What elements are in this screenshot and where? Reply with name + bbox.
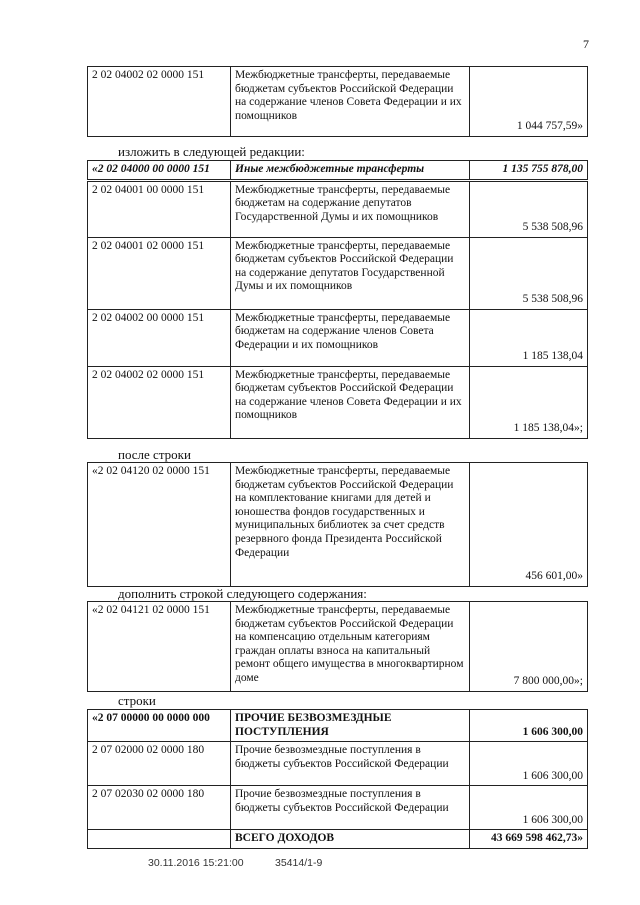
table-row: [88, 67, 588, 137]
table-row: [88, 463, 588, 587]
instruction-text: дополнить строкой следующего содержания:: [118, 586, 367, 601]
amount-cell: 1 044 757,59»: [470, 67, 588, 137]
code-cell: 2 02 04001 00 0000 151: [88, 180, 231, 237]
description-cell: Иные межбюджетные трансферты: [231, 161, 470, 181]
table-new-edition: [87, 160, 588, 439]
table-row: [88, 161, 588, 181]
table-row: [88, 366, 588, 438]
amount-cell: 1 606 300,00: [470, 710, 588, 742]
footer-timestamp: 30.11.2016 15:21:00: [148, 857, 244, 869]
table-row: [88, 180, 588, 237]
code-cell: [88, 830, 231, 849]
description-cell: Межбюджетные трансферты, передаваемые бюджетам субъектов Российской Федерации на содержание депутатов Государственной Думы и их помощников: [231, 237, 470, 309]
amount-cell: 7 800 000,00»;: [470, 602, 588, 692]
code-cell: 2 02 04002 02 0000 151: [88, 366, 231, 438]
table-row: [88, 742, 588, 786]
code-cell: 2 07 02030 02 0000 180: [88, 786, 231, 830]
code-cell: 2 02 04002 02 0000 151: [88, 67, 231, 137]
description-cell: Межбюджетные трансферты, передаваемые бюджетам субъектов Российской Федерации на содержание членов Совета Федерации и их помощников: [231, 67, 470, 137]
total-amount: 43 669 598 462,73»: [470, 830, 588, 849]
description-cell: ПРОЧИЕ БЕЗВОЗМЕЗДНЫЕ ПОСТУПЛЕНИЯ: [231, 710, 470, 742]
amount-cell: 456 601,00»: [470, 463, 588, 587]
code-cell: «2 07 00000 00 0000 000: [88, 710, 231, 742]
description-cell: Межбюджетные трансферты, передаваемые бюджетам субъектов Российской Федерации на комплектование книгами для детей и юношества фондов государственных и муниципальных библиотек за счет средств резервного фонда Президента Российской Федерации: [231, 463, 470, 587]
table-row: [88, 309, 588, 366]
instruction-text: после строки: [118, 447, 191, 462]
amount-cell: 1 606 300,00: [470, 786, 588, 830]
description-cell: Межбюджетные трансферты, передаваемые бюджетам субъектов Российской Федерации на содержание членов Совета Федерации и их помощников: [231, 366, 470, 438]
description-cell: Прочие безвозмездные поступления в бюджеты субъектов Российской Федерации: [231, 786, 470, 830]
description-cell: Прочие безвозмездные поступления в бюджеты субъектов Российской Федерации: [231, 742, 470, 786]
total-label: ВСЕГО ДОХОДОВ: [231, 830, 470, 849]
table-row: [88, 710, 588, 742]
table-row: [88, 786, 588, 830]
instruction-text: строки: [118, 693, 156, 708]
footer-doc-id: 35414/1-9: [275, 857, 323, 869]
amount-cell: 1 135 755 878,00: [470, 161, 588, 181]
amount-cell: 1 185 138,04: [470, 309, 588, 366]
code-cell: 2 02 04001 02 0000 151: [88, 237, 231, 309]
code-cell: «2 02 04120 02 0000 151: [88, 463, 231, 587]
amount-cell: 1 606 300,00: [470, 742, 588, 786]
page-number: 7: [583, 37, 589, 51]
table-other-receipts: [87, 709, 588, 849]
description-cell: Межбюджетные трансферты, передаваемые бюджетам на содержание депутатов Государственной Думы и их помощников: [231, 180, 470, 237]
code-cell: 2 07 02000 02 0000 180: [88, 742, 231, 786]
instruction-text: изложить в следующей редакции:: [118, 144, 305, 159]
amount-cell: 5 538 508,96: [470, 180, 588, 237]
description-cell: Межбюджетные трансферты, передаваемые бюджетам на содержание членов Совета Федерации и их помощников: [231, 309, 470, 366]
description-cell: Межбюджетные трансферты, передаваемые бюджетам субъектов Российской Федерации на компенсацию отдельным категориям граждан оплаты взноса на капитальный ремонт общего имущества в многоквартирном доме: [231, 602, 470, 692]
table-previous-row: [87, 66, 588, 137]
table-row: [88, 602, 588, 692]
code-cell: «2 02 04121 02 0000 151: [88, 602, 231, 692]
table-row: [88, 237, 588, 309]
amount-cell: 5 538 508,96: [470, 237, 588, 309]
table-row-total: [88, 830, 588, 849]
code-cell: 2 02 04002 00 0000 151: [88, 309, 231, 366]
table-after-row: [87, 462, 588, 587]
table-added-row: [87, 601, 588, 692]
code-cell: «2 02 04000 00 0000 151: [88, 161, 231, 181]
amount-cell: 1 185 138,04»;: [470, 366, 588, 438]
